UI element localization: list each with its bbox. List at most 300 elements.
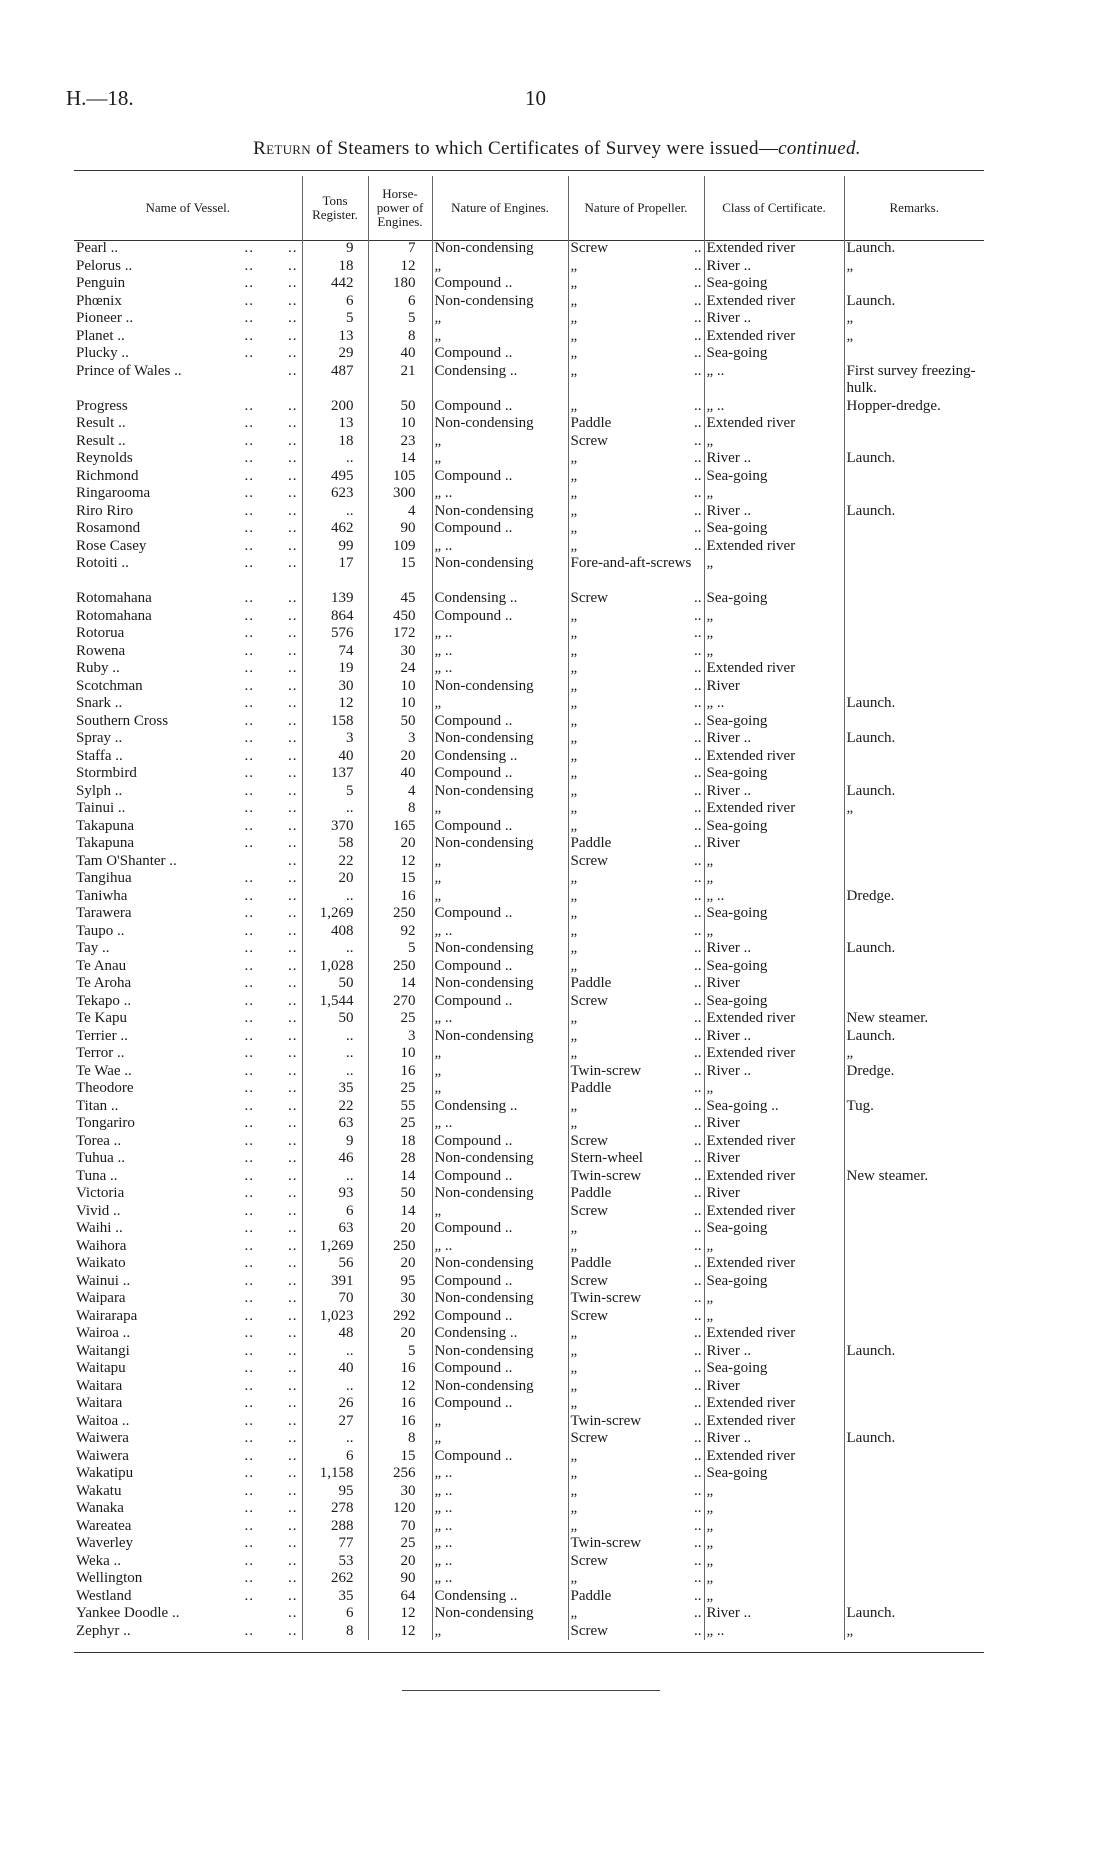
tons-register <box>302 345 368 363</box>
horse-power-text: 45 <box>400 590 416 606</box>
leader-dots <box>245 1413 298 1430</box>
vessel-name <box>74 450 302 468</box>
bottom-rule <box>74 1652 984 1653</box>
propeller-dots: .. <box>694 450 702 466</box>
vessel-name <box>74 503 302 521</box>
remarks <box>844 1378 984 1396</box>
horse-power-text: 20 <box>400 1552 416 1569</box>
nature-of-propeller-text: „ <box>570 292 578 309</box>
nature-of-propeller <box>568 1413 704 1431</box>
tons-register <box>302 293 368 311</box>
leader-dots-1: .. <box>244 677 254 694</box>
leader-dots-1: .. <box>244 1010 254 1026</box>
horse-power <box>368 625 432 643</box>
nature-of-propeller <box>568 870 704 888</box>
horse-power-text: 64 <box>400 1587 416 1604</box>
leader-dots-2: .. <box>288 940 298 956</box>
nature-of-propeller <box>568 678 704 696</box>
nature-of-engines-text: Compound .. <box>434 1395 513 1411</box>
class-of-certificate <box>704 520 844 538</box>
vessel-name <box>74 643 302 661</box>
tons-register-text: 9 <box>346 240 354 256</box>
vessel-name <box>74 625 302 643</box>
leader-dots-1: .. <box>244 502 254 519</box>
class-of-certificate <box>704 1343 844 1361</box>
tons-register-text: 99 <box>338 537 354 554</box>
nature-of-engines <box>432 503 568 521</box>
remarks <box>844 1063 984 1081</box>
leader-dots <box>245 1185 298 1202</box>
leader-dots-2: .. <box>288 1115 298 1131</box>
nature-of-engines <box>432 940 568 958</box>
nature-of-propeller-text: „ <box>570 765 578 781</box>
nature-of-engines-text: Compound .. <box>434 1167 513 1184</box>
remarks <box>844 1115 984 1133</box>
class-of-certificate <box>704 468 844 486</box>
leader-dots-2: .. <box>288 345 298 361</box>
vessel-name <box>74 1115 302 1133</box>
leader-dots-1: .. <box>244 275 254 291</box>
nature-of-propeller-text: Paddle <box>570 975 612 991</box>
propeller-dots: .. <box>694 800 702 816</box>
vessel-name <box>74 1325 302 1343</box>
leader-dots-1: .. <box>244 922 254 939</box>
table-row <box>74 398 984 416</box>
horse-power-text: 120 <box>393 1500 416 1516</box>
leader-dots-1: .. <box>244 975 254 991</box>
nature-of-engines-text: Compound .. <box>434 1360 513 1376</box>
nature-of-engines <box>432 520 568 538</box>
leader-dots-1: .. <box>244 625 254 641</box>
leader-dots-2: .. <box>288 1482 298 1499</box>
propeller-dots: .. <box>694 362 702 379</box>
tons-register-text: 1,158 <box>319 1465 354 1481</box>
horse-power-text: 10 <box>400 1045 416 1061</box>
nature-of-engines-text: „ <box>434 852 442 869</box>
leader-dots-1: .. <box>244 590 254 606</box>
leader-dots <box>245 695 298 712</box>
vessel-name-text: Staffa .. <box>76 747 123 764</box>
vessel-name-text: Tainui .. <box>76 800 126 816</box>
vessel-name <box>74 275 302 293</box>
table-row <box>74 695 984 713</box>
horse-power-text: 90 <box>400 1570 416 1586</box>
nature-of-propeller-text: „ <box>570 257 578 274</box>
table-row <box>74 433 984 451</box>
class-of-certificate <box>704 555 844 590</box>
tons-register <box>302 958 368 976</box>
vessel-name <box>74 240 302 258</box>
vessel-name <box>74 818 302 836</box>
vessel-name <box>74 1623 302 1641</box>
nature-of-propeller-text: Twin-screw <box>570 1062 642 1079</box>
vessel-name-text: Scotchman <box>76 677 143 694</box>
leader-dots <box>245 1570 298 1587</box>
vessel-name <box>74 993 302 1011</box>
remarks <box>844 1553 984 1571</box>
vessel-name-text: Waihi .. <box>76 1220 123 1236</box>
nature-of-engines-text: „ .. <box>434 1500 453 1516</box>
leader-dots <box>245 905 298 922</box>
tons-register-text: 1,544 <box>319 992 354 1009</box>
leader-dots <box>245 713 298 730</box>
remarks <box>844 1588 984 1606</box>
horse-power <box>368 1063 432 1081</box>
leader-dots-1: .. <box>244 1377 254 1394</box>
class-of-certificate <box>704 1325 844 1343</box>
propeller-dots: .. <box>694 1045 702 1061</box>
table-row <box>74 450 984 468</box>
horse-power <box>368 310 432 328</box>
leader-dots-1: .. <box>244 1325 254 1341</box>
nature-of-propeller <box>568 1045 704 1063</box>
remarks-text: Launch. <box>846 782 896 799</box>
leader-dots-1: .. <box>244 1360 254 1376</box>
leader-dots-1: .. <box>244 1185 254 1201</box>
leader-dots-2: .. <box>288 1290 298 1306</box>
leader-dots <box>245 1290 298 1307</box>
nature-of-propeller <box>568 1448 704 1466</box>
remarks <box>844 888 984 906</box>
vessel-name <box>74 695 302 713</box>
nature-of-engines-text: „ .. <box>434 537 453 554</box>
nature-of-propeller <box>568 503 704 521</box>
vessel-name-text: Waitoa .. <box>76 1412 130 1429</box>
remarks <box>844 678 984 696</box>
class-of-certificate-text: „ <box>706 485 714 501</box>
vessel-name <box>74 363 302 398</box>
nature-of-propeller <box>568 590 704 608</box>
tons-register-text: .. <box>346 800 354 816</box>
class-of-certificate <box>704 1465 844 1483</box>
class-of-certificate-text: Sea-going .. <box>706 1097 779 1114</box>
propeller-dots: .. <box>694 905 702 921</box>
vessel-name-text: Waitangi <box>76 1342 130 1359</box>
leader-dots <box>245 625 298 642</box>
propeller-dots: .. <box>694 870 702 886</box>
tons-register <box>302 853 368 871</box>
nature-of-engines <box>432 468 568 486</box>
vessel-name-text: Rotomahana <box>76 590 152 606</box>
tons-register-text: 48 <box>338 1325 354 1341</box>
leader-dots-1: .. <box>244 1307 254 1324</box>
vessel-name-text: Waverley <box>76 1535 134 1551</box>
leader-dots <box>245 1168 298 1185</box>
horse-power <box>368 660 432 678</box>
nature-of-propeller-text: Screw <box>570 992 608 1009</box>
table-row <box>74 958 984 976</box>
horse-power-text: 50 <box>400 1185 416 1201</box>
leader-dots-1: .. <box>244 520 254 536</box>
leader-dots <box>245 975 298 992</box>
tons-register-text: 1,269 <box>319 905 354 921</box>
horse-power <box>368 1255 432 1273</box>
nature-of-propeller-text: „ <box>570 642 578 659</box>
horse-power <box>368 1115 432 1133</box>
nature-of-propeller-text: „ <box>570 1045 578 1061</box>
nature-of-engines <box>432 730 568 748</box>
vessel-name <box>74 1343 302 1361</box>
class-of-certificate-text: Extended river <box>706 240 796 256</box>
tons-register <box>302 590 368 608</box>
nature-of-engines <box>432 1308 568 1326</box>
horse-power <box>368 520 432 538</box>
propeller-dots: .. <box>694 922 702 939</box>
nature-of-propeller-text: „ <box>570 537 578 554</box>
table-row <box>74 520 984 538</box>
nature-of-propeller-text: Stern-wheel <box>570 1150 643 1166</box>
class-of-certificate-text: „ <box>706 1237 714 1254</box>
horse-power-text: 23 <box>400 432 416 449</box>
nature-of-propeller <box>568 1150 704 1168</box>
tons-register-text: .. <box>346 887 354 904</box>
nature-of-propeller-text: „ <box>570 1395 578 1411</box>
nature-of-engines <box>432 643 568 661</box>
nature-of-engines <box>432 415 568 433</box>
leader-dots-2: .. <box>288 782 298 799</box>
nature-of-propeller <box>568 1115 704 1133</box>
leader-dots <box>245 450 298 467</box>
horse-power <box>368 1343 432 1361</box>
tons-register-text: .. <box>346 940 354 956</box>
tons-register <box>302 468 368 486</box>
leader-dots-1: .. <box>244 555 254 571</box>
class-of-certificate <box>704 1238 844 1256</box>
nature-of-propeller-text: Paddle <box>570 1587 612 1604</box>
leader-dots-2: .. <box>288 730 298 746</box>
leader-dots-2: .. <box>288 1570 298 1586</box>
class-of-certificate <box>704 835 844 853</box>
vessel-name <box>74 1133 302 1151</box>
remarks <box>844 940 984 958</box>
nature-of-propeller-text: „ <box>570 695 578 711</box>
vessel-name-text: Yankee Doodle .. <box>76 1605 180 1621</box>
horse-power-text: 8 <box>408 800 416 816</box>
horse-power-text: 7 <box>408 240 416 256</box>
nature-of-engines <box>432 1203 568 1221</box>
remarks-text: New steamer. <box>846 1010 929 1026</box>
remarks <box>844 520 984 538</box>
leader-dots-1: .. <box>244 817 254 834</box>
horse-power <box>368 713 432 731</box>
leader-dots <box>245 818 298 835</box>
horse-power-text: 30 <box>400 642 416 659</box>
remarks <box>844 1325 984 1343</box>
class-of-certificate-text: River .. <box>706 1342 752 1359</box>
tons-register <box>302 1518 368 1536</box>
class-of-certificate-text: Sea-going <box>706 957 768 974</box>
tons-register-text: 63 <box>338 1115 354 1131</box>
nature-of-engines-text: Compound .. <box>434 1220 513 1236</box>
remarks <box>844 765 984 783</box>
leader-dots <box>254 363 298 380</box>
nature-of-propeller <box>568 468 704 486</box>
tons-register <box>302 783 368 801</box>
nature-of-propeller-text: „ <box>570 747 578 764</box>
table-row <box>74 1343 984 1361</box>
leader-dots-2: .. <box>288 922 298 939</box>
vessel-name <box>74 748 302 766</box>
nature-of-engines <box>432 450 568 468</box>
table-row <box>74 1028 984 1046</box>
nature-of-engines <box>432 293 568 311</box>
leader-dots-2: .. <box>288 1307 298 1324</box>
tons-register-text: 6 <box>346 1202 354 1219</box>
remarks-text: Launch. <box>846 940 896 956</box>
nature-of-engines-text: Non-condensing <box>434 1255 534 1271</box>
leader-dots-2: .. <box>288 1132 298 1149</box>
nature-of-engines-text: „ .. <box>434 642 453 659</box>
nature-of-engines <box>432 1588 568 1606</box>
tons-register-text: 8 <box>346 1622 354 1639</box>
nature-of-propeller-text: Screw <box>570 240 608 256</box>
class-of-certificate-text: River .. <box>706 257 752 274</box>
vessel-name-text: Terrier .. <box>76 1027 128 1044</box>
tons-register <box>302 835 368 853</box>
propeller-dots: .. <box>694 1080 702 1096</box>
horse-power <box>368 1378 432 1396</box>
vessel-name-text: Titan .. <box>76 1097 119 1114</box>
nature-of-propeller <box>568 1553 704 1571</box>
class-of-certificate <box>704 800 844 818</box>
table-row <box>74 1378 984 1396</box>
remarks <box>844 485 984 503</box>
nature-of-engines-text: Condensing .. <box>434 590 518 606</box>
remarks <box>844 643 984 661</box>
leader-dots-1: .. <box>244 1342 254 1359</box>
nature-of-propeller <box>568 310 704 328</box>
leader-dots-2: .. <box>288 310 298 326</box>
table-row <box>74 1308 984 1326</box>
vessel-name-text: Tangihua <box>76 870 132 886</box>
horse-power-text: 25 <box>400 1535 416 1551</box>
nature-of-propeller <box>568 800 704 818</box>
tons-register-text: 30 <box>338 677 354 694</box>
remarks <box>844 258 984 276</box>
horse-power-text: 10 <box>400 695 416 711</box>
class-of-certificate <box>704 433 844 451</box>
vessel-name <box>74 415 302 433</box>
class-of-certificate-text: „ .. <box>706 1622 725 1639</box>
tons-register <box>302 1220 368 1238</box>
nature-of-propeller-text: „ <box>570 275 578 291</box>
vessel-name <box>74 1045 302 1063</box>
nature-of-propeller-text: Paddle <box>570 835 612 851</box>
vessel-name <box>74 905 302 923</box>
table-row <box>74 993 984 1011</box>
nature-of-engines-text: Non-condensing <box>434 292 534 309</box>
vessel-name-text: Weka .. <box>76 1552 122 1569</box>
nature-of-propeller <box>568 1395 704 1413</box>
table-row <box>74 678 984 696</box>
col-engines-header: Nature of Engines. <box>432 176 568 240</box>
leader-dots-1: .. <box>244 1482 254 1499</box>
horse-power-text: 8 <box>408 1430 416 1446</box>
leader-dots <box>245 415 298 432</box>
tons-register-text: .. <box>346 502 354 519</box>
tons-register-text: 35 <box>338 1080 354 1096</box>
tons-register-text: 22 <box>338 1097 354 1114</box>
tons-register-text: .. <box>346 1342 354 1359</box>
horse-power-text: 14 <box>400 1202 416 1219</box>
horse-power <box>368 1325 432 1343</box>
table-row <box>74 835 984 853</box>
horse-power-text: 256 <box>393 1465 416 1481</box>
nature-of-engines-text: „ <box>434 1202 442 1219</box>
class-of-certificate <box>704 730 844 748</box>
horse-power <box>368 1448 432 1466</box>
leader-dots-2: .. <box>288 1535 298 1551</box>
propeller-dots: .. <box>694 1622 702 1639</box>
tons-register-text: .. <box>346 1045 354 1061</box>
nature-of-engines-text: Non-condensing <box>434 1185 534 1201</box>
vessel-name <box>74 660 302 678</box>
class-of-certificate <box>704 643 844 661</box>
remarks-text: „ <box>846 310 854 326</box>
tons-register <box>302 1465 368 1483</box>
table-row <box>74 888 984 906</box>
nature-of-propeller-text: Screw <box>570 1552 608 1569</box>
leader-dots-1: .. <box>244 887 254 904</box>
class-of-certificate <box>704 940 844 958</box>
tons-register-text: 20 <box>338 870 354 886</box>
horse-power-text: 15 <box>400 555 416 571</box>
leader-dots-1: .. <box>244 310 254 326</box>
class-of-certificate-text: „ <box>706 870 714 886</box>
leader-dots-1: .. <box>244 957 254 974</box>
leader-dots <box>245 310 298 327</box>
nature-of-propeller <box>568 1430 704 1448</box>
nature-of-propeller-text: „ <box>570 1605 578 1621</box>
leader-dots-1: .. <box>244 1115 254 1131</box>
leader-dots <box>254 853 298 870</box>
remarks <box>844 818 984 836</box>
table-header-row <box>74 176 984 240</box>
propeller-dots: .. <box>694 1307 702 1324</box>
leader-dots-2: .. <box>288 835 298 851</box>
nature-of-propeller-text: „ <box>570 310 578 326</box>
horse-power-text: 10 <box>400 677 416 694</box>
remarks <box>844 1028 984 1046</box>
tons-register-text: 864 <box>331 607 354 624</box>
class-of-certificate-text: River <box>706 1150 740 1166</box>
remarks <box>844 1518 984 1536</box>
leader-dots <box>245 1238 298 1255</box>
nature-of-propeller-text: Twin-screw <box>570 1535 642 1551</box>
tons-register <box>302 363 368 398</box>
class-of-certificate <box>704 275 844 293</box>
propeller-dots: .. <box>694 712 702 729</box>
class-of-certificate <box>704 678 844 696</box>
vessel-name-text: Rotoiti .. <box>76 555 129 571</box>
class-of-certificate <box>704 590 844 608</box>
horse-power-text: 15 <box>400 870 416 886</box>
vessel-name-text: Te Anau <box>76 957 127 974</box>
leader-dots-2: .. <box>288 1045 298 1061</box>
tons-register-text: 74 <box>338 642 354 659</box>
remarks <box>844 1080 984 1098</box>
class-of-certificate-text: Extended river <box>706 1255 796 1271</box>
nature-of-engines-text: „ <box>434 1080 442 1096</box>
table-row <box>74 293 984 311</box>
table-row <box>74 1238 984 1256</box>
nature-of-propeller <box>568 765 704 783</box>
tons-register-text: 5 <box>346 782 354 799</box>
class-of-certificate <box>704 503 844 521</box>
leader-dots-2: .. <box>288 957 298 974</box>
nature-of-engines <box>432 363 568 398</box>
remarks <box>844 590 984 608</box>
